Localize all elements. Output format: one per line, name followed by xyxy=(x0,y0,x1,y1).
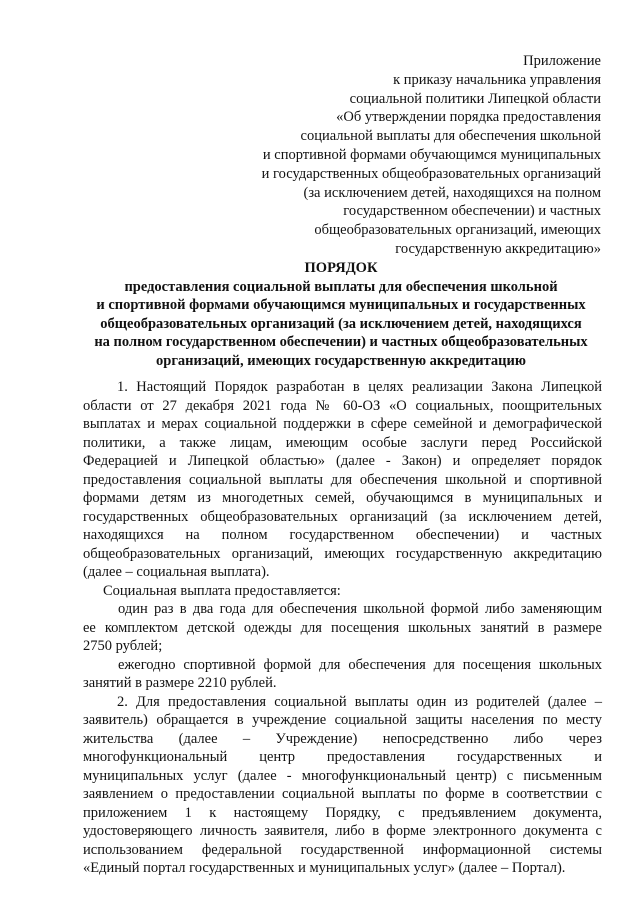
paragraph-1-line: (далее – социальная выплата). xyxy=(83,564,270,580)
paragraph-5-line: удостоверяющего личность заявителя, либо в форме электронного документа с xyxy=(83,823,602,839)
paragraph-1-line: Федерацией и Липецкой областью» (далее - Закон) и определяет порядок xyxy=(83,453,602,469)
paragraph-5-line: жительства (далее – Учреждение) непосредственно либо через xyxy=(83,730,602,747)
paragraph-5-line: «Единый портал государственных и муниципальных услуг» (далее – Портал). xyxy=(83,860,566,876)
subtitle-line: предоставления социальной выплаты для обеспечения школьной xyxy=(124,278,558,295)
paragraph-5-line: муниципальных услуг (далее - многофункциональный центр) с письменным xyxy=(83,767,602,784)
subtitle-line: организаций, имеющих государственную аккредитацию xyxy=(156,352,526,369)
appendix-line: (за исключением детей, находящихся на полном xyxy=(303,184,601,201)
paragraph-2: Социальная выплата предоставляется: xyxy=(103,582,341,599)
paragraph-5-line: 2. Для предоставления социальной выплаты один из родителей (далее – xyxy=(117,693,602,710)
paragraph-5-line: многофункциональный центр предоставления государственных и xyxy=(83,749,602,765)
subtitle-line: общеобразовательных организаций (за исключением детей, находящихся xyxy=(100,315,582,332)
appendix-line: социальной выплаты для обеспечения школьной xyxy=(300,128,601,145)
appendix-line: и государственных общеобразовательных организаций xyxy=(261,165,601,182)
paragraph-5-line: заявлением о предоставлении социальной выплаты по форме в соответствии с xyxy=(83,786,602,802)
paragraph-5-line: использованием федеральной государственной информационной системы xyxy=(83,841,602,858)
appendix-block xyxy=(230,52,601,259)
document-body xyxy=(83,378,602,878)
appendix-line: Приложение xyxy=(523,53,601,69)
appendix-line: «Об утверждении порядка предоставления xyxy=(336,109,601,126)
paragraph-1-line: выплатах и мерах социальной поддержки в сфере семейной и демографической xyxy=(83,416,602,432)
appendix-line: социальной политики Липецкой области xyxy=(349,90,601,107)
appendix-line: к приказу начальника управления xyxy=(393,71,601,88)
paragraph-3-line: ее комплектом детской одежды для посещения школьных занятий в размере xyxy=(83,619,602,636)
paragraph-1-line: политики, а также лицам, имеющим особые заслуги перед Российской xyxy=(83,434,602,451)
paragraph-4-line: ежегодно спортивной формой для обеспечения для посещения школьных xyxy=(118,656,602,673)
paragraph-5-line: заявитель) обращается в учреждение социальной защиты населения по месту xyxy=(83,712,602,728)
appendix-line: общеобразовательных организаций, имеющих xyxy=(314,222,601,239)
paragraph-1-line: 1. Настоящий Порядок разработан в целях реализации Закона Липецкой xyxy=(117,379,602,395)
appendix-line: и спортивной формами обучающимся муниципальных xyxy=(262,146,601,163)
paragraph-1-line: общеобразовательных организаций, имеющих государственную аккредитацию xyxy=(83,545,602,562)
paragraph-1-line: предоставления социальной выплаты для обеспечения школьной и спортивной xyxy=(83,471,602,488)
subtitle-line: и спортивной формами обучающимся муниципальных и государственных xyxy=(96,297,586,314)
document-title: ПОРЯДОК xyxy=(304,260,378,276)
appendix-line: государственном обеспечении) и частных xyxy=(343,203,601,220)
paragraph-1-line: государственных общеобразовательных организаций (за исключением детей, xyxy=(83,508,602,525)
appendix-line: государственную аккредитацию» xyxy=(395,240,601,257)
document-heading xyxy=(76,259,606,371)
paragraph-1-line: области от 27 декабря 2021 года № 60-ОЗ «О социальных, поощрительных xyxy=(83,397,602,414)
paragraph-5-line: приложением 1 к настоящему Порядку, с предъявлением документа, xyxy=(83,804,602,821)
paragraph-4-line: занятий в размере 2210 рублей. xyxy=(83,675,277,691)
paragraph-3-line: 2750 рублей; xyxy=(83,638,163,654)
paragraph-3-line: один раз в два года для обеспечения школьной формой либо заменяющим xyxy=(118,601,602,617)
paragraph-1-line: находящихся на полном государственном обеспечении) и частных xyxy=(83,527,602,543)
paragraph-1-line: формами детям из многодетных семей, обучающимся в муниципальных и xyxy=(83,490,602,506)
subtitle-line: на полном государственном обеспечении) и частных общеобразовательных xyxy=(94,334,588,351)
